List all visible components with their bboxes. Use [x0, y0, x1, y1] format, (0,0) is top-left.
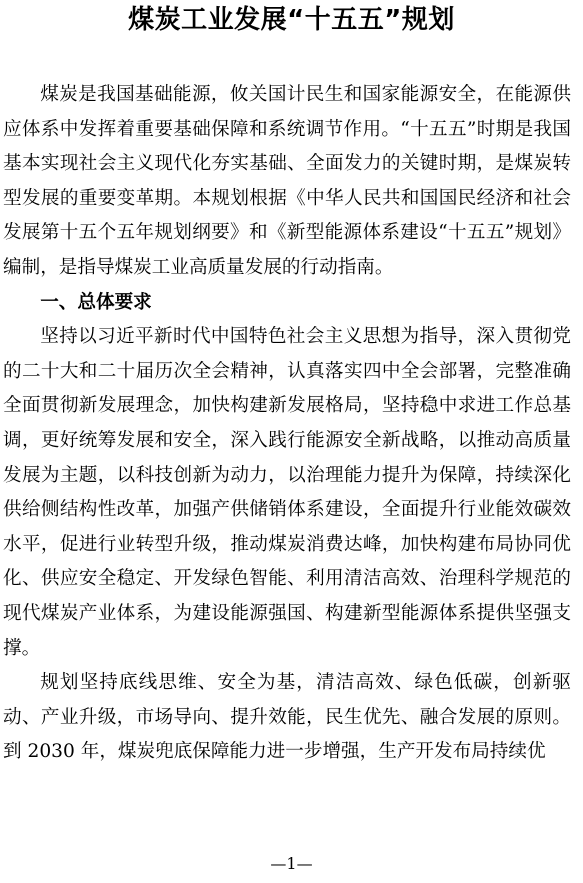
section-heading-general-requirements: 一、总体要求 — [40, 291, 152, 313]
page-number: —1— — [270, 854, 313, 873]
principles-paragraph: 规划坚持底线思维、安全为基，清洁高效、绿色低碳，创新驱动、产业升级，市场导向、提升效能，民生优先、融合发展的原则。到 2030 年，煤炭兜底保障能力进一步增强，生产开发布局持续优 — [3, 672, 571, 763]
intro-paragraph: 煤炭是我国基础能源，攸关国计民生和国家能源安全，在能源供应体系中发挥着重要基础保障和系统调节作用。“十五五”时期是我国基本实现社会主义现代化夯实基础、全面发力的关键时期，是煤炭转型发展的重要变革期。本规划根据《中华人民共和国国民经济和社会发展第十五个五年规划纲要》和《新型能源体系建设“十五五”规划》编制，是指导煤炭工业高质量发展的行动指南。 — [3, 84, 571, 278]
document-title: 煤炭工业发展“十五五”规划 — [128, 5, 455, 35]
document-body — [3, 78, 571, 770]
guiding-ideology-paragraph: 坚持以习近平新时代中国特色社会主义思想为指导，深入贯彻党的二十大和二十届历次全会精神，认真落实四中全会部署，完整准确全面贯彻新发展理念，加快构建新发展格局，坚持稳中求进工作总基调，更好统筹发展和安全，深入践行能源安全新战略，以推动高质量发展为主题，以科技创新为动力，以治理能力提升为保障，持续深化供给侧结构性改革，加强产供储销体系建设，全面提升行业能效碳效水平，促进行业转型升级，推动煤炭消费达峰，加快构建布局协同优化、供应安全稳定、开发绿色智能、利用清洁高效、治理科学规范的现代煤炭产业体系，为建设能源强国、构建新型能源体系提供坚强支撑。 — [3, 326, 571, 659]
